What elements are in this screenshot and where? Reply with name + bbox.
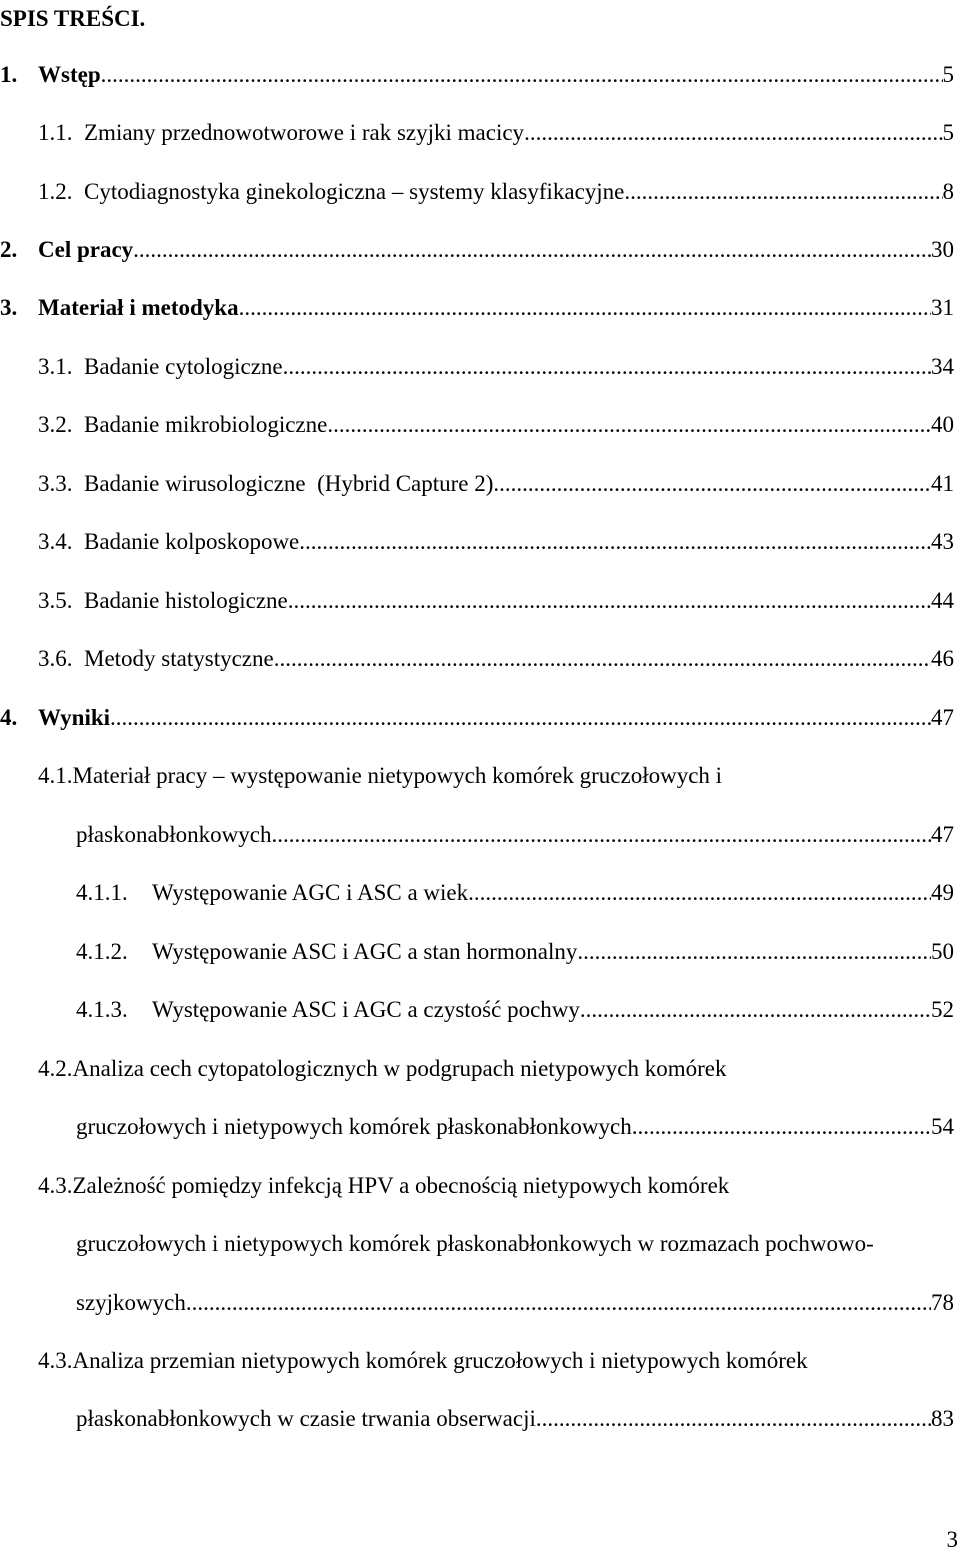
toc-page: 43: [931, 529, 954, 554]
toc-entry-4-1-3: [76, 995, 954, 1025]
toc-page: 8: [942, 179, 954, 204]
toc-number: 4.1.3.: [76, 997, 128, 1022]
toc-entry-4-3b: [76, 1404, 954, 1434]
toc-title-continued: płaskonabłonkowych: [76, 822, 272, 847]
toc-title: Występowanie AGC i ASC a wiek: [152, 880, 469, 905]
toc-page: 47: [931, 822, 954, 847]
toc-entry-1-2: [38, 177, 954, 207]
toc-entry-3-2: [38, 410, 954, 440]
toc-title: Cel pracy: [38, 237, 134, 262]
toc-entry-4-2: [76, 1112, 954, 1142]
toc-entry-4-1-1: [76, 878, 954, 908]
toc-leader: [580, 995, 931, 1025]
toc-title: Zmiany przednowotworowe i rak szyjki macicy: [84, 120, 525, 145]
toc-title: Wstęp: [38, 62, 101, 87]
page-number: 3: [946, 1527, 958, 1552]
toc-title: Badanie mikrobiologiczne: [84, 412, 328, 437]
toc-number: 3.1.: [38, 354, 73, 379]
toc-page: 40: [931, 412, 954, 437]
toc-leader: [468, 878, 931, 908]
toc-entry-4-1-2: [76, 937, 954, 967]
toc-entry-4-2-first-line: [38, 1054, 727, 1084]
toc-number: 3.2.: [38, 412, 73, 437]
toc-entry-4-3: [76, 1288, 954, 1318]
toc-entry-4-1: [76, 820, 954, 850]
toc-page: 52: [931, 997, 954, 1022]
toc-title: Cytodiagnostyka ginekologiczna – systemy klasyfikacyjne: [84, 179, 625, 204]
toc-page: 44: [931, 588, 954, 613]
toc-page: 34: [931, 354, 954, 379]
document-title: SPIS TREŚCI.: [0, 6, 146, 31]
toc-leader: [239, 293, 931, 323]
toc-leader: [577, 937, 931, 967]
toc-page: 50: [931, 939, 954, 964]
toc-title-continued: gruczołowych i nietypowych komórek płaskonabłonkowych w rozmazach pochwowo-: [76, 1231, 874, 1256]
toc-title: Występowanie ASC i AGC a stan hormonalny: [152, 939, 578, 964]
toc-number: 4.1.2.: [76, 939, 128, 964]
toc-number: 3.4.: [38, 529, 73, 554]
toc-leader: [133, 235, 931, 265]
toc-page: 30: [931, 237, 954, 262]
toc-title: Badanie histologiczne: [84, 588, 288, 613]
toc-number: 1.2.: [38, 179, 73, 204]
toc-entry-3-6: [38, 644, 954, 674]
toc-leader: [101, 60, 943, 90]
toc-entry-4-1-first-line: [38, 761, 722, 791]
toc-leader: [274, 644, 931, 674]
toc-page: 78: [931, 1290, 954, 1315]
toc-title: Zależność pomiędzy infekcją HPV a obecnością nietypowych komórek: [72, 1173, 730, 1198]
toc-page: 46: [931, 646, 954, 671]
toc-leader: [283, 352, 931, 382]
toc-title: Analiza cech cytopatologicznych w podgrupach nietypowych komórek: [72, 1056, 727, 1081]
toc-title: Badanie kolposkopowe: [84, 529, 300, 554]
toc-title-continued: płaskonabłonkowych w czasie trwania obserwacji: [76, 1406, 536, 1431]
toc-title: Materiał i metodyka: [38, 295, 239, 320]
toc-number: 4.3.: [38, 1348, 73, 1373]
toc-number: 1.1.: [38, 120, 73, 145]
toc-number: 3.5.: [38, 588, 73, 613]
toc-page: 5: [942, 62, 954, 87]
toc-number: 4.1.1.: [76, 880, 128, 905]
toc-entry-4-3-first-line: [38, 1171, 729, 1201]
toc-leader: [524, 118, 942, 148]
toc-leader: [327, 410, 931, 440]
toc-title-continued: szyjkowych: [76, 1290, 186, 1315]
toc-entry-4-3-second-line: [76, 1229, 874, 1259]
toc-number: 3.: [0, 295, 18, 320]
toc-number: 1.: [0, 62, 18, 87]
toc-leader: [299, 527, 931, 557]
toc-entry-3-3: [38, 469, 954, 499]
toc-title-continued: gruczołowych i nietypowych komórek płaskonabłonkowych: [76, 1114, 632, 1139]
toc-page: 41: [931, 471, 954, 496]
toc-title: Badanie cytologiczne: [84, 354, 283, 379]
toc-page: 83: [931, 1406, 954, 1431]
toc-page: 49: [931, 880, 954, 905]
toc-entry-3-5: [38, 586, 954, 616]
toc-page: 31: [931, 295, 954, 320]
toc-number: 3.3.: [38, 471, 73, 496]
toc-page: 54: [931, 1114, 954, 1139]
toc-leader: [632, 1112, 931, 1142]
toc-number: 4.: [0, 705, 18, 730]
toc-entry-2: [0, 235, 954, 265]
toc-title: Metody statystyczne: [84, 646, 274, 671]
toc-number: 3.6.: [38, 646, 73, 671]
toc-entry-3-4: [38, 527, 954, 557]
toc-number: 4.3.: [38, 1173, 73, 1198]
toc-title: Analiza przemian nietypowych komórek gruczołowych i nietypowych komórek: [72, 1348, 808, 1373]
toc-page: 47: [931, 705, 954, 730]
toc-leader: [186, 1288, 931, 1318]
toc-leader: [493, 469, 931, 499]
toc-page: 5: [942, 120, 954, 145]
toc-entry-1: [0, 60, 954, 90]
toc-leader: [110, 703, 931, 733]
toc-number: 2.: [0, 237, 18, 262]
toc-leader: [288, 586, 931, 616]
toc-entry-1-1: [38, 118, 954, 148]
toc-title: Występowanie ASC i AGC a czystość pochwy: [152, 997, 580, 1022]
toc-leader: [536, 1404, 931, 1434]
toc-leader: [271, 820, 931, 850]
toc-entry-3: [0, 293, 954, 323]
toc-title: Wyniki: [38, 705, 111, 730]
toc-entry-4: [0, 703, 954, 733]
toc-leader: [624, 177, 942, 207]
toc-title: Materiał pracy – występowanie nietypowych komórek gruczołowych i: [72, 763, 723, 788]
toc-number: 4.2.: [38, 1056, 73, 1081]
toc-entry-3-1: [38, 352, 954, 382]
toc-entry-4-3b-first-line: [38, 1346, 808, 1376]
toc-number: 4.1.: [38, 763, 73, 788]
toc-title: Badanie wirusologiczne (Hybrid Capture 2): [84, 471, 494, 496]
